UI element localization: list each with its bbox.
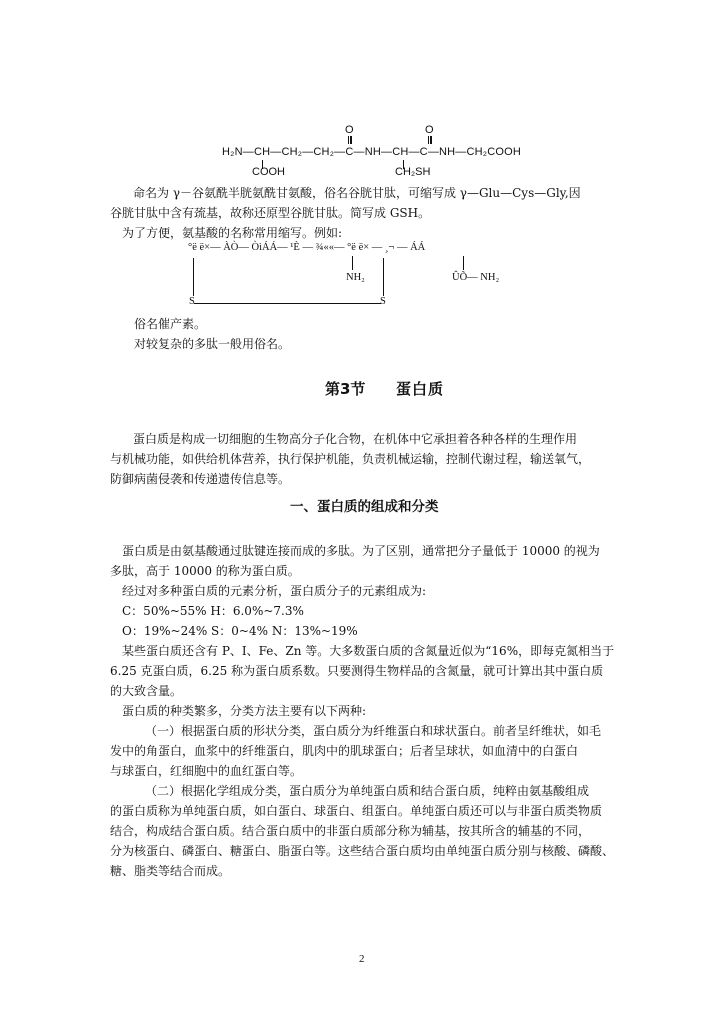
subsection-title: 一、蛋白质的组成和分类 [290, 499, 439, 515]
carbonyl-oxygen-1: O [345, 124, 354, 136]
body-line-13: （二）根据化学组成分类，蛋白质分为单纯蛋白质和结合蛋白质，纯粹由氨基酸组成 [145, 784, 590, 798]
body-line-16: 分为核蛋白、磷蛋白、糖蛋白、脂蛋白等。这些结合蛋白质均由单纯蛋白质分别与核酸、磷酸、 [110, 844, 615, 858]
body-line-10: （一）根据蛋白质的形状分类，蛋白质分为纤维蛋白和球状蛋白。前者呈纤维状，如毛 [145, 724, 602, 738]
naming-line-3: 为了方便，氨基酸的名称常用缩写。例如: [122, 226, 343, 240]
naming-line-2: 谷胱甘肽中含有巯基，故称还原型谷胱甘肽。简写成 GSH。 [110, 206, 431, 220]
ch2sh-group: CH₂SH [395, 166, 431, 178]
intro-line-2: 与机械功能，如供给机体营养，执行保护机能，负责机械运输，控制代谢过程，输送氧气， [110, 452, 591, 466]
body-line-5: O：19%~24% S：0~4% N：13%~19% [122, 624, 358, 638]
body-line-7: 6.25 克蛋白质，6.25 称为蛋白质系数。只要测得生物样品的含氮量，就可计算出其中蛋白质 [110, 664, 604, 678]
body-line-1: 蛋白质是由氨基酸通过肽键连接而成的多肽。为了区别，通常把分子量低于 10000 的视为 [122, 544, 600, 558]
body-line-17: 糖、脂类等结合而成。 [110, 864, 231, 878]
body-line-14: 的蛋白质称为单纯蛋白质，如白蛋白、球蛋白、组蛋白。单纯蛋白质还可以与非蛋白质类物质 [110, 804, 603, 818]
body-line-4: C：50%~55% H：6.0%~7.3% [122, 604, 304, 618]
section-title: 蛋白质 [396, 380, 445, 398]
diagram-left-vertical [193, 258, 194, 296]
body-line-6: 某些蛋白质还含有 P、I、Fe、Zn 等。大多数蛋白质的含氮量近似为“16%，即每克氮相当于 [122, 644, 615, 658]
diagram-right-vertical [383, 258, 384, 296]
body-line-2: 多肽，高于 10000 的称为蛋白质。 [110, 564, 300, 578]
diagram-nh2: NH₂ [346, 272, 365, 283]
naming-line-1: 命名为 γ－谷氨酰半胱氨酰甘氨酸，俗名谷胱甘肽，可缩写成 γ—Glu—Cys—Gly,因 [133, 186, 581, 200]
disulfide-bridge-line [194, 303, 381, 304]
body-line-3: 经过对多种蛋白质的元素分析，蛋白质分子的元素组成为: [122, 584, 427, 598]
body-line-11: 发中的角蛋白，血浆中的纤维蛋白，肌肉中的肌球蛋白；后者呈球状，如血清中的白蛋白 [110, 744, 579, 758]
diagram-uo-nh2: ÛÕ— NH₂ [452, 272, 500, 283]
double-bond-1 [348, 136, 350, 144]
cooh-group: COOH [252, 166, 285, 178]
note-line-1: 俗名催产素。 [134, 317, 207, 331]
page-number: 2 [359, 953, 365, 965]
diagram-s-right: S [380, 296, 386, 307]
diagram-bond-uo [463, 256, 464, 270]
diagram-top-row: °ë ë×— ÀÒ— ÒìÁÁ— ¹È — ¾««— °ë ë× — ¸¬ — ÁÁ [188, 242, 426, 253]
diagram-s-left: S [189, 296, 195, 307]
body-line-12: 与球蛋白，红细胞中的血红蛋白等。 [110, 764, 303, 778]
section-number: 第3节 [325, 380, 366, 398]
body-line-15: 结合，构成结合蛋白质。结合蛋白质中的非蛋白质部分称为辅基，按其所含的辅基的不同， [110, 824, 591, 838]
intro-line-3: 防御病菌侵袭和传递遗传信息等。 [110, 472, 291, 486]
body-line-8: 的大致含量。 [110, 684, 183, 698]
body-line-9: 蛋白质的种类繁多，分类方法主要有以下两种: [122, 704, 367, 718]
formula-main-chain: H₂N—CH—CH₂—CH₂—C—NH—CH—C—NH—CH₂COOH [222, 146, 522, 158]
intro-line-1: 蛋白质是构成一切细胞的生物高分子化合物，在机体中它承担着各种各样的生理作用 [133, 432, 578, 446]
diagram-bond-nh2 [352, 256, 353, 270]
note-line-2: 对较复杂的多肽一般用俗名。 [134, 337, 291, 351]
carbonyl-oxygen-2: O [425, 124, 434, 136]
double-bond-2 [428, 136, 430, 144]
